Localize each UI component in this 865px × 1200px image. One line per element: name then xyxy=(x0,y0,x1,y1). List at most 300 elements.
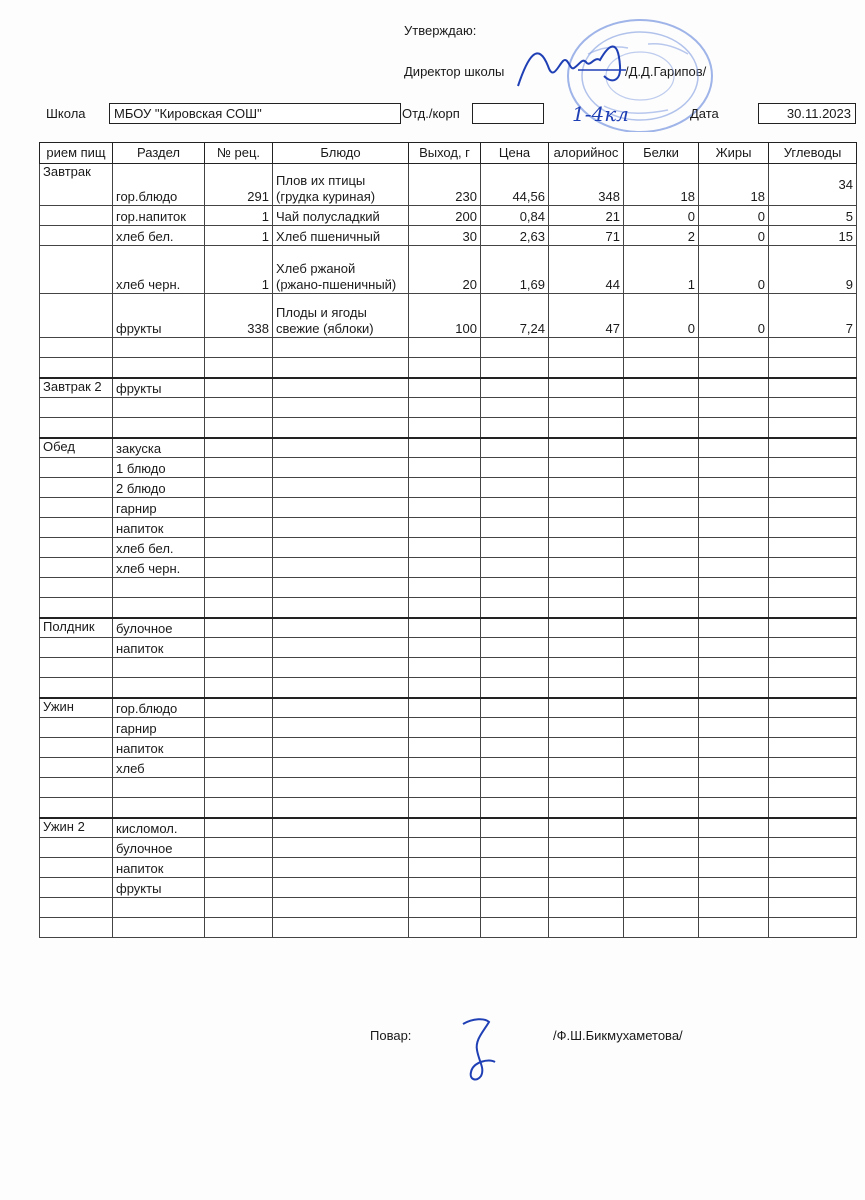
cell-price xyxy=(481,378,549,398)
cell-protein xyxy=(624,918,699,938)
cell-meal xyxy=(40,598,113,618)
cell-carbs xyxy=(769,578,857,598)
cell-meal xyxy=(40,738,113,758)
cell-dish xyxy=(273,418,409,438)
cell-section: 2 блюдо xyxy=(113,478,205,498)
cell-carbs xyxy=(769,918,857,938)
cell-recipe xyxy=(205,898,273,918)
cell-meal xyxy=(40,498,113,518)
cell-section xyxy=(113,598,205,618)
cell-calories xyxy=(549,398,624,418)
table-row xyxy=(40,358,857,378)
cell-meal: Ужин 2 xyxy=(40,818,113,838)
cell-recipe xyxy=(205,478,273,498)
cell-carbs xyxy=(769,618,857,638)
cell-carbs xyxy=(769,378,857,398)
cell-dish xyxy=(273,558,409,578)
cell-calories xyxy=(549,758,624,778)
cell-calories xyxy=(549,678,624,698)
cell-section: гор.блюдо xyxy=(113,164,205,206)
cell-output xyxy=(409,658,481,678)
cell-output xyxy=(409,738,481,758)
cell-protein xyxy=(624,478,699,498)
cell-fat: 0 xyxy=(699,226,769,246)
cell-recipe xyxy=(205,498,273,518)
cell-protein: 0 xyxy=(624,294,699,338)
cell-dish xyxy=(273,578,409,598)
cell-output xyxy=(409,418,481,438)
cell-carbs xyxy=(769,438,857,458)
cell-calories xyxy=(549,878,624,898)
director-label: Директор школы xyxy=(404,64,505,79)
cell-dish xyxy=(273,718,409,738)
cell-section xyxy=(113,398,205,418)
cell-carbs xyxy=(769,738,857,758)
cell-protein xyxy=(624,658,699,678)
cell-dish xyxy=(273,498,409,518)
cell-section xyxy=(113,418,205,438)
col-price: Цена xyxy=(481,143,549,164)
cell-recipe xyxy=(205,818,273,838)
cell-fat xyxy=(699,338,769,358)
cell-price xyxy=(481,698,549,718)
cell-protein xyxy=(624,418,699,438)
col-calories: алорийнос xyxy=(549,143,624,164)
cell-calories: 47 xyxy=(549,294,624,338)
col-output: Выход, г xyxy=(409,143,481,164)
cell-output xyxy=(409,598,481,618)
cell-carbs xyxy=(769,598,857,618)
cell-dish: Хлеб пшеничный xyxy=(273,226,409,246)
cell-calories xyxy=(549,738,624,758)
cell-carbs: 7 xyxy=(769,294,857,338)
table-row xyxy=(40,498,857,518)
cell-price: 44,56 xyxy=(481,164,549,206)
cell-price xyxy=(481,518,549,538)
cell-output xyxy=(409,898,481,918)
cell-fat: 0 xyxy=(699,294,769,338)
table-row xyxy=(40,778,857,798)
cell-price xyxy=(481,438,549,458)
cell-fat: 18 xyxy=(699,164,769,206)
cell-output xyxy=(409,518,481,538)
cell-carbs xyxy=(769,758,857,778)
cell-carbs xyxy=(769,458,857,478)
cell-fat xyxy=(699,798,769,818)
table-row xyxy=(40,578,857,598)
cell-recipe xyxy=(205,558,273,578)
cell-section: кисломол. xyxy=(113,818,205,838)
cell-output xyxy=(409,378,481,398)
table-row xyxy=(40,918,857,938)
cell-output xyxy=(409,818,481,838)
cell-calories xyxy=(549,858,624,878)
cell-recipe xyxy=(205,778,273,798)
cell-fat: 0 xyxy=(699,206,769,226)
cell-section xyxy=(113,918,205,938)
table-row xyxy=(40,658,857,678)
school-label: Школа xyxy=(46,106,86,121)
cell-price xyxy=(481,338,549,358)
school-field[interactable]: МБОУ "Кировская СОШ" xyxy=(109,103,401,124)
col-carbs: Углеводы xyxy=(769,143,857,164)
cell-recipe xyxy=(205,698,273,718)
cell-carbs xyxy=(769,658,857,678)
cell-recipe: 338 xyxy=(205,294,273,338)
cell-meal xyxy=(40,718,113,738)
cell-dish: Чай полусладкий xyxy=(273,206,409,226)
cell-protein xyxy=(624,838,699,858)
cell-protein xyxy=(624,898,699,918)
cell-meal: Обед xyxy=(40,438,113,458)
cell-dish xyxy=(273,878,409,898)
cell-recipe xyxy=(205,738,273,758)
cell-carbs: 9 xyxy=(769,246,857,294)
cell-calories xyxy=(549,518,624,538)
menu-table xyxy=(39,142,857,938)
cell-dish xyxy=(273,598,409,618)
cell-recipe xyxy=(205,878,273,898)
table-row xyxy=(40,518,857,538)
cell-price xyxy=(481,418,549,438)
cell-dish xyxy=(273,378,409,398)
cell-calories xyxy=(549,698,624,718)
cell-fat xyxy=(699,718,769,738)
cell-recipe xyxy=(205,338,273,358)
cell-fat xyxy=(699,638,769,658)
cell-carbs xyxy=(769,358,857,378)
cell-meal xyxy=(40,878,113,898)
cell-dish xyxy=(273,638,409,658)
cell-dish xyxy=(273,478,409,498)
cell-section: напиток xyxy=(113,518,205,538)
cell-dish xyxy=(273,538,409,558)
cell-protein xyxy=(624,818,699,838)
cell-recipe: 1 xyxy=(205,226,273,246)
table-row xyxy=(40,418,857,438)
cell-fat xyxy=(699,438,769,458)
approval-title: Утверждаю: xyxy=(404,23,477,38)
cell-price xyxy=(481,778,549,798)
cell-meal xyxy=(40,838,113,858)
cell-output xyxy=(409,558,481,578)
cell-dish xyxy=(273,358,409,378)
table-row xyxy=(40,678,857,698)
cell-price xyxy=(481,818,549,838)
cell-output xyxy=(409,798,481,818)
cell-section xyxy=(113,338,205,358)
cell-price xyxy=(481,798,549,818)
cell-calories xyxy=(549,658,624,678)
cell-section: напиток xyxy=(113,638,205,658)
cell-section: хлеб xyxy=(113,758,205,778)
cell-carbs xyxy=(769,718,857,738)
cell-carbs xyxy=(769,838,857,858)
cell-carbs xyxy=(769,538,857,558)
cell-carbs xyxy=(769,338,857,358)
cell-output xyxy=(409,398,481,418)
cell-fat xyxy=(699,738,769,758)
col-dish: Блюдо xyxy=(273,143,409,164)
cell-protein xyxy=(624,498,699,518)
cell-dish xyxy=(273,518,409,538)
cell-meal xyxy=(40,638,113,658)
cell-meal xyxy=(40,898,113,918)
cell-protein xyxy=(624,378,699,398)
table-row xyxy=(40,338,857,358)
cell-recipe: 1 xyxy=(205,246,273,294)
cell-section: фрукты xyxy=(113,294,205,338)
cell-meal xyxy=(40,458,113,478)
cell-meal xyxy=(40,518,113,538)
cell-section: закуска xyxy=(113,438,205,458)
cell-carbs: 5 xyxy=(769,206,857,226)
cell-carbs: 15 xyxy=(769,226,857,246)
cell-meal xyxy=(40,558,113,578)
cell-fat xyxy=(699,538,769,558)
table-row xyxy=(40,798,857,818)
cell-recipe xyxy=(205,578,273,598)
col-meal: рием пищ xyxy=(40,143,113,164)
cell-fat xyxy=(699,498,769,518)
cell-recipe xyxy=(205,658,273,678)
cell-carbs xyxy=(769,638,857,658)
cell-calories xyxy=(549,798,624,818)
cell-meal xyxy=(40,858,113,878)
cell-output xyxy=(409,438,481,458)
cell-calories xyxy=(549,838,624,858)
cell-carbs xyxy=(769,778,857,798)
cell-protein xyxy=(624,718,699,738)
cell-recipe xyxy=(205,678,273,698)
cell-dish xyxy=(273,678,409,698)
cell-dish xyxy=(273,338,409,358)
col-recipe: № рец. xyxy=(205,143,273,164)
cell-carbs xyxy=(769,478,857,498)
cell-calories xyxy=(549,598,624,618)
cell-section: булочное xyxy=(113,618,205,638)
col-section: Раздел xyxy=(113,143,205,164)
cell-recipe xyxy=(205,538,273,558)
cell-output xyxy=(409,578,481,598)
cell-output xyxy=(409,478,481,498)
cell-price xyxy=(481,678,549,698)
cell-meal xyxy=(40,294,113,338)
cell-calories xyxy=(549,718,624,738)
cell-calories xyxy=(549,538,624,558)
cell-calories xyxy=(549,638,624,658)
cell-output: 30 xyxy=(409,226,481,246)
cell-meal xyxy=(40,478,113,498)
cell-protein xyxy=(624,598,699,618)
cell-calories: 44 xyxy=(549,246,624,294)
cell-output xyxy=(409,698,481,718)
cell-meal xyxy=(40,658,113,678)
cell-recipe xyxy=(205,598,273,618)
table-header xyxy=(40,143,857,164)
cell-fat xyxy=(699,598,769,618)
cell-fat xyxy=(699,918,769,938)
table-row xyxy=(40,206,857,226)
cell-section: гарнир xyxy=(113,498,205,518)
cell-meal xyxy=(40,798,113,818)
table-row xyxy=(40,758,857,778)
cell-recipe xyxy=(205,518,273,538)
cell-carbs xyxy=(769,878,857,898)
cell-recipe xyxy=(205,618,273,638)
cell-protein xyxy=(624,518,699,538)
cell-fat xyxy=(699,358,769,378)
cell-meal xyxy=(40,226,113,246)
cell-meal xyxy=(40,398,113,418)
director-signature xyxy=(508,26,638,96)
cell-output xyxy=(409,918,481,938)
cell-section xyxy=(113,358,205,378)
cell-dish xyxy=(273,758,409,778)
cell-protein xyxy=(624,698,699,718)
cell-meal xyxy=(40,538,113,558)
cell-protein xyxy=(624,578,699,598)
cell-fat xyxy=(699,378,769,398)
cell-meal: Завтрак xyxy=(40,164,113,206)
cell-protein xyxy=(624,558,699,578)
cell-section: булочное xyxy=(113,838,205,858)
cell-section: гарнир xyxy=(113,718,205,738)
cell-meal xyxy=(40,578,113,598)
cell-protein xyxy=(624,438,699,458)
cell-protein xyxy=(624,358,699,378)
cell-output xyxy=(409,458,481,478)
table-row xyxy=(40,294,857,338)
cell-section: хлеб черн. xyxy=(113,558,205,578)
cell-recipe xyxy=(205,458,273,478)
cell-section: 1 блюдо xyxy=(113,458,205,478)
cell-output xyxy=(409,758,481,778)
cell-section: гор.напиток xyxy=(113,206,205,226)
cell-dish xyxy=(273,778,409,798)
cell-protein xyxy=(624,678,699,698)
cell-price xyxy=(481,638,549,658)
dept-field[interactable] xyxy=(472,103,544,124)
cell-protein xyxy=(624,778,699,798)
cell-price: 1,69 xyxy=(481,246,549,294)
cell-price: 2,63 xyxy=(481,226,549,246)
table-row xyxy=(40,538,857,558)
cell-price xyxy=(481,538,549,558)
cell-price xyxy=(481,878,549,898)
director-name: /Д.Д.Гарипов/ xyxy=(625,64,707,79)
cell-output xyxy=(409,498,481,518)
cell-price xyxy=(481,718,549,738)
date-field[interactable]: 30.11.2023 xyxy=(758,103,856,124)
cell-fat xyxy=(699,858,769,878)
cell-price xyxy=(481,458,549,478)
cell-section: напиток xyxy=(113,738,205,758)
cell-carbs xyxy=(769,698,857,718)
cell-output xyxy=(409,878,481,898)
table-row xyxy=(40,858,857,878)
cell-output xyxy=(409,778,481,798)
cell-meal xyxy=(40,358,113,378)
cell-recipe: 291 xyxy=(205,164,273,206)
cell-calories xyxy=(549,818,624,838)
cell-dish: Плов их птицы (грудка куриная) xyxy=(273,164,409,206)
cell-fat xyxy=(699,398,769,418)
table-row xyxy=(40,818,857,838)
cell-recipe xyxy=(205,378,273,398)
cell-meal: Полдник xyxy=(40,618,113,638)
cell-section: хлеб черн. xyxy=(113,246,205,294)
cell-fat xyxy=(699,518,769,538)
cell-price xyxy=(481,658,549,678)
cell-calories xyxy=(549,578,624,598)
cell-calories xyxy=(549,898,624,918)
cell-calories xyxy=(549,458,624,478)
cell-fat xyxy=(699,898,769,918)
cell-fat xyxy=(699,658,769,678)
cell-carbs xyxy=(769,558,857,578)
cell-carbs: 34 xyxy=(769,164,857,206)
cell-protein xyxy=(624,758,699,778)
cell-calories xyxy=(549,618,624,638)
cell-calories xyxy=(549,418,624,438)
cell-calories xyxy=(549,438,624,458)
cell-fat xyxy=(699,758,769,778)
cell-dish xyxy=(273,898,409,918)
cell-calories: 21 xyxy=(549,206,624,226)
cell-meal xyxy=(40,778,113,798)
cell-carbs xyxy=(769,898,857,918)
cell-section xyxy=(113,898,205,918)
cell-recipe: 1 xyxy=(205,206,273,226)
cell-fat xyxy=(699,678,769,698)
cell-carbs xyxy=(769,818,857,838)
cell-calories xyxy=(549,478,624,498)
table-row xyxy=(40,398,857,418)
table-row xyxy=(40,878,857,898)
cell-section: фрукты xyxy=(113,378,205,398)
cell-meal xyxy=(40,206,113,226)
cell-fat xyxy=(699,818,769,838)
cell-calories xyxy=(549,918,624,938)
cell-dish xyxy=(273,738,409,758)
cell-dish xyxy=(273,458,409,478)
cell-fat xyxy=(699,458,769,478)
cell-price: 0,84 xyxy=(481,206,549,226)
cell-calories xyxy=(549,778,624,798)
col-fat: Жиры xyxy=(699,143,769,164)
cell-price xyxy=(481,618,549,638)
table-row xyxy=(40,598,857,618)
table-row xyxy=(40,246,857,294)
cell-dish: Плоды и ягоды свежие (яблоки) xyxy=(273,294,409,338)
cell-dish xyxy=(273,858,409,878)
cell-protein xyxy=(624,618,699,638)
cell-recipe xyxy=(205,918,273,938)
cell-fat xyxy=(699,838,769,858)
cell-dish xyxy=(273,698,409,718)
cell-output: 100 xyxy=(409,294,481,338)
cell-fat xyxy=(699,878,769,898)
cell-protein xyxy=(624,798,699,818)
cell-calories xyxy=(549,498,624,518)
cell-recipe xyxy=(205,798,273,818)
cell-price: 7,24 xyxy=(481,294,549,338)
cell-recipe xyxy=(205,418,273,438)
cell-protein xyxy=(624,398,699,418)
cell-protein xyxy=(624,858,699,878)
cell-price xyxy=(481,398,549,418)
